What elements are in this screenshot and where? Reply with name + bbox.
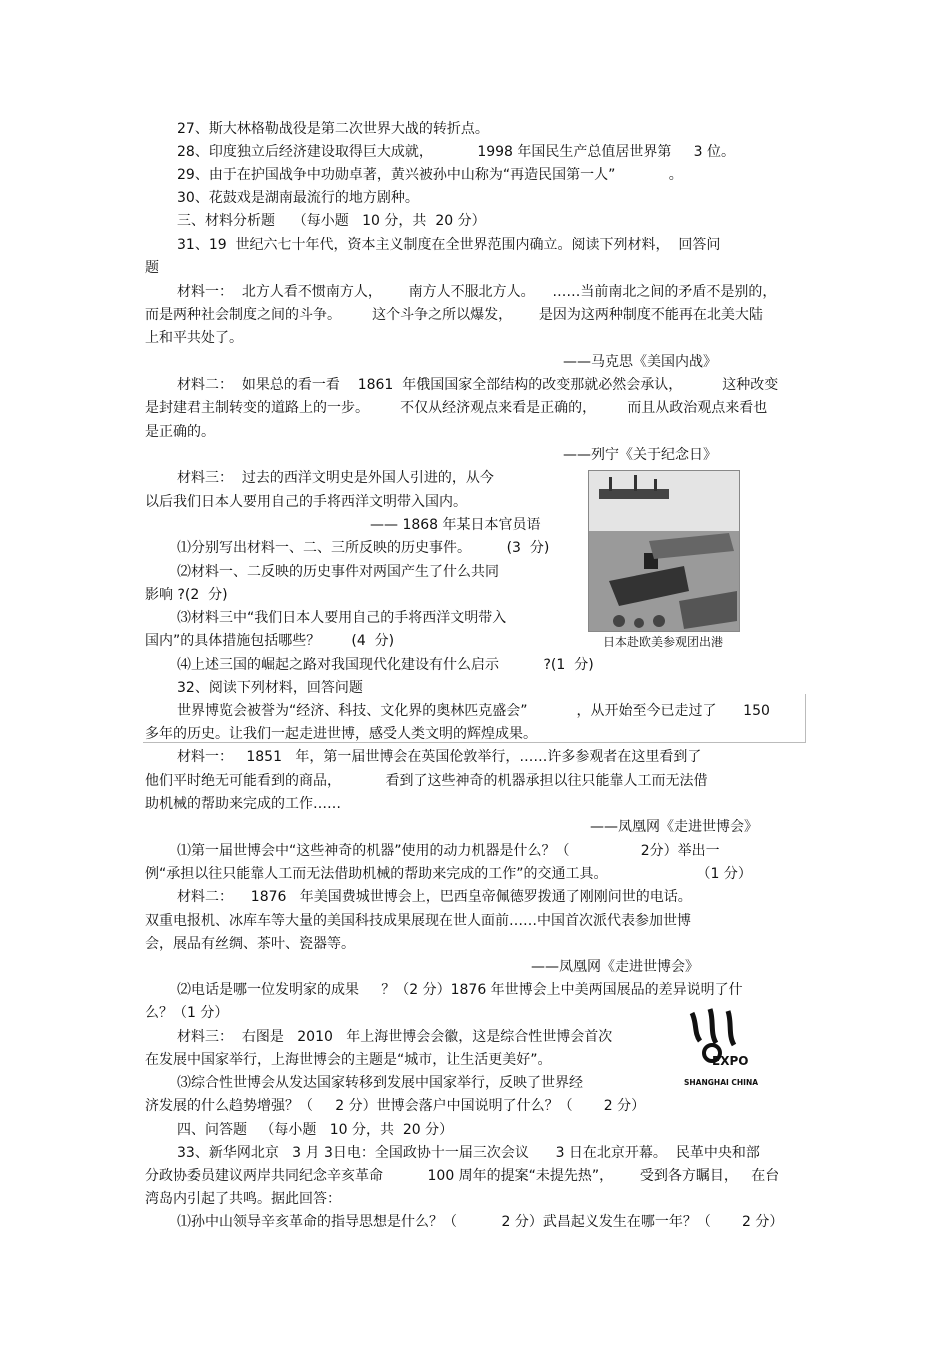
text-line: 双重电报机、冰库车等大量的美国科技成果展现在世人面前……中国首次派代表参加世博 [145,913,691,929]
text-line: 他们平时绝无可能看到的商品， 看到了这些神奇的机器承担以往只能靠人工而无法借 [145,773,708,789]
svg-text:EXPO: EXPO [712,1054,749,1068]
section-heading: 四、问答题 （每小题 10 分，共 20 分） [177,1122,454,1138]
text-line: 材料三： 右图是 2010 年上海世博会会徽，这是综合性世博会首次 [177,1029,613,1045]
question: 国内”的具体措施包括哪些？ (4 分) [145,633,395,649]
text-line: 世界博览会被誉为“经济、科技、文化界的奥林匹克盛会” ，从开始至今已走过了 150 [177,703,770,719]
question: ⑴孙中山领导辛亥革命的指导思想是什么？（ 2 分）武昌起义发生在哪一年？（ 2 分） [177,1214,784,1230]
citation: ——凤凰网《走进世博会》 [531,959,699,975]
text-line: 是正确的。 [145,424,215,440]
text-line: 上和平共处了。 [145,330,243,346]
question: ⑵电话是哪一位发明家的成果 ？（2 分）1876 年世博会上中美两国展品的差异说明了什 [177,982,743,998]
text-line: 湾岛内引起了共鸣。据此回答： [145,1191,341,1207]
citation: —— 1868 年某日本官员语 [370,517,541,533]
svg-text:SHANGHAI CHINA: SHANGHAI CHINA [684,1078,759,1087]
text-line: 题 [145,260,159,276]
expo-2010-logo [682,1003,762,1088]
citation: ——马克思《美国内战》 [563,354,717,370]
question: 么？（1 分） [145,1005,229,1021]
question: ⑶材料三中“我们日本人要用自己的手将西洋文明带入 [177,610,507,626]
question: 例“承担以往只能靠人工而无法借助机械的帮助来完成的工作”的交通工具。 （1 分） [145,866,752,882]
text-line: 28、印度独立后经济建设取得巨大成就， 1998 年国民生产总值居世界第 3 位。 [177,144,736,160]
text-line: 以后我们日本人要用自己的手将西洋文明带入国内。 [145,494,467,510]
text-line: 在发展中国家举行，上海世博会的主题是“城市，让生活更美好”。 [145,1052,552,1068]
text-line: 材料三： 过去的西洋文明史是外国人引进的，从今 [177,470,494,486]
text-line: 材料二： 1876 年美国费城世博会上，巴西皇帝佩德罗拨通了刚刚问世的电话。 [177,889,692,905]
text-line: 会，展品有丝绸、茶叶、瓷器等。 [145,936,355,952]
text-line: 分政协委员建议两岸共同纪念辛亥革命 100 周年的提案“未提先热”， 受到各方瞩目， 在台 [145,1168,780,1184]
text-line: 33、新华网北京 3 月 3日电：全国政协十一届三次会议 3 日在北京开幕。 民革中央和部 [177,1145,760,1161]
ship-illustration [589,471,739,631]
text-line: 助机械的帮助来完成的工作…… [145,796,341,812]
citation: ——凤凰网《走进世博会》 [590,819,758,835]
text-line: 材料一： 北方人看不惯南方人， 南方人不服北方人。 ……当前南北之间的矛盾不是别的， [177,284,777,300]
text-line: 32、阅读下列材料，回答问题 [177,680,363,696]
text-line: 31、19 世纪六七十年代，资本主义制度在全世界范围内确立。阅读下列材料， 回答问 [177,237,721,253]
question: ⑵材料一、二反映的历史事件对两国产生了什么共同 [177,564,499,580]
question: ⑶综合性世博会从发达国家转移到发展中国家举行，反映了世界经 [177,1075,583,1091]
text-line: 27、斯大林格勒战役是第二次世界大战的转折点。 [177,121,489,137]
text-line: 30、花鼓戏是湖南最流行的地方剧种。 [177,190,419,206]
text-line: 材料二： 如果总的看一看 1861 年俄国国家全部结构的改变那就必然会承认， 这种改变 [177,377,779,393]
text-line: 是封建君主制转变的道路上的一步。 不仅从经济观点来看是正确的， 而且从政治观点来看也 [145,400,768,416]
text-line: 而是两种社会制度之间的斗争。 这个斗争之所以爆发， 是因为这两种制度不能再在北美大陆 [145,307,763,323]
text-line: 多年的历史。让我们一起走进世博，感受人类文明的辉煌成果。 [145,726,537,742]
question: ⑴第一届世博会中“这些神奇的机器”使用的动力机器是什么？（ 2分）举出一 [177,843,720,859]
text-line: 29、由于在护国战争中功勋卓著，黄兴被孙中山称为“再造民国第一人” 。 [177,167,683,183]
ship-departure-photo [588,470,740,632]
text-line: 材料一： 1851 年，第一届世博会在英国伦敦举行，……许多参观者在这里看到了 [177,749,702,765]
question: 济发展的什么趋势增强？（ 2 分）世博会落户中国说明了什么？（ 2 分） [145,1098,646,1114]
photo-caption: 日本赴欧美参观团出港 [602,635,723,649]
question: 影响 ?(2 分) [145,587,228,603]
citation: ——列宁《关于纪念日》 [563,447,717,463]
question: ⑴分别写出材料一、二、三所反映的历史事件。 (3 分) [177,540,550,556]
question: ⑷上述三国的崛起之路对我国现代化建设有什么启示 ?(1 分) [177,657,594,673]
expo-emblem-icon [682,1003,762,1088]
section-heading: 三、材料分析题 （每小题 10 分，共 20 分） [177,213,486,229]
